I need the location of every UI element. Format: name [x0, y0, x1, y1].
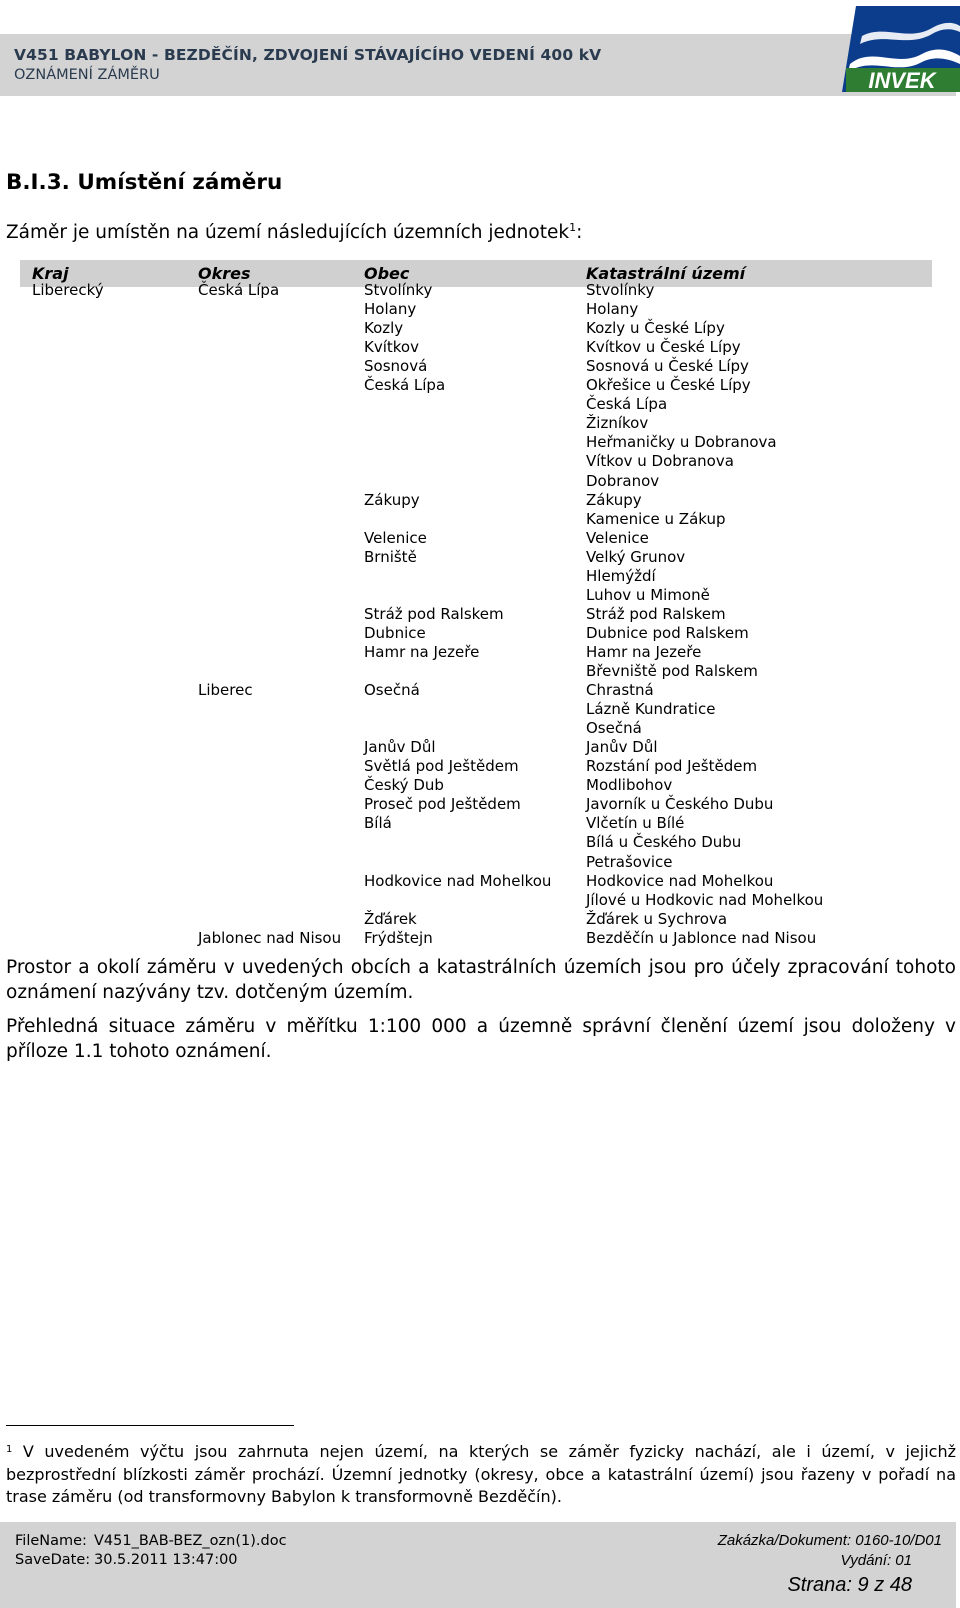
order-document-number: Zakázka/Dokument: 0160-10/D01	[717, 1532, 942, 1549]
column-header-okres: Okres	[198, 264, 251, 283]
table-cell-katastralni-uzemi: Modlibohov	[586, 776, 673, 795]
footnote-reference[interactable]: 1	[569, 221, 577, 234]
table-cell-katastralni-uzemi: Okřešice u České Lípy	[586, 376, 751, 395]
page-number: Strana: 9 z 48	[787, 1574, 912, 1596]
footnote-text: V uvedeném výčtu jsou zahrnuta nejen území, na kterých se záměr fyzicky nachází, ale i území, v jejichž bezprostřední blízkosti záměr prochází. Územní jednotky (okresy, obce a katastrální území) jsou řazeny v pořadí na trase záměru (od transformovny Babylon k transformovně Bezděčín).	[6, 1442, 956, 1506]
table-cell-obec: Velenice	[364, 528, 427, 547]
table-cell-obec: Kozly	[364, 319, 404, 338]
table-cell-katastralni-uzemi: Velenice	[586, 528, 649, 547]
table-cell-katastralni-uzemi: Osečná	[586, 719, 642, 738]
table-cell-katastralni-uzemi: Petrašovice	[586, 852, 673, 871]
table-cell-obec: Frýdštejn	[364, 928, 433, 947]
table-cell-katastralni-uzemi: Kozly u České Lípy	[586, 319, 725, 338]
table-cell-katastralni-uzemi: Heřmaničky u Dobranova	[586, 433, 777, 452]
filename-label: FileName:	[15, 1533, 87, 1549]
footnote-mark: 1	[6, 1444, 13, 1455]
table-cell-obec: Český Dub	[364, 776, 444, 795]
table-cell-katastralni-uzemi: Jílové u Hodkovic nad Mohelkou	[586, 890, 824, 909]
footnote-separator	[6, 1425, 294, 1426]
table-cell-katastralni-uzemi: Bílá u Českého Dubu	[586, 833, 742, 852]
table-cell-katastralni-uzemi: Žizníkov	[586, 414, 649, 433]
table-cell-okres: Česká Lípa	[198, 281, 280, 299]
table-cell-obec: Hodkovice nad Mohelkou	[364, 871, 552, 890]
table-cell-obec: Stráž pod Ralskem	[364, 604, 504, 623]
edition-number: Vydání: 01	[840, 1552, 912, 1569]
table-cell-katastralni-uzemi: Hodkovice nad Mohelkou	[586, 871, 774, 890]
table-cell-obec: Holany	[364, 300, 417, 319]
savedate-value: 30.5.2011 13:47:00	[94, 1552, 238, 1568]
table-cell-katastralni-uzemi: Kamenice u Zákup	[586, 509, 726, 528]
column-header-obec: Obec	[364, 264, 410, 283]
table-cell-katastralni-uzemi: Vítkov u Dobranova	[586, 452, 734, 471]
table-cell-katastralni-uzemi: Dubnice pod Ralskem	[586, 623, 749, 642]
filename-value: V451_BAB-BEZ_ozn(1).doc	[94, 1533, 287, 1549]
table-cell-katastralni-uzemi: Stvolínky	[586, 281, 655, 299]
savedate-label: SaveDate:	[15, 1552, 91, 1568]
table-cell-katastralni-uzemi: Břevniště pod Ralskem	[586, 662, 758, 680]
document-header	[0, 34, 956, 96]
table-cell-katastralni-uzemi: Chrastná	[586, 681, 654, 700]
document-title: V451 BABYLON - BEZDĚČÍN, ZDVOJENÍ STÁVAJÍCÍHO VEDENÍ 400 kV	[14, 46, 602, 64]
intro-suffix: :	[576, 222, 583, 243]
table-cell-obec: Zákupy	[364, 490, 420, 509]
table-cell-obec: Česká Lípa	[364, 376, 446, 395]
table-cell-katastralni-uzemi: Lázně Kundratice	[586, 700, 716, 719]
table-header	[20, 260, 932, 287]
table-cell-obec: Žďárek	[364, 909, 417, 928]
table-cell-katastralni-uzemi: Vlčetín u Bílé	[586, 814, 685, 833]
table-cell-obec: Brniště	[364, 547, 417, 566]
table-cell-katastralni-uzemi: Kvítkov u České Lípy	[586, 338, 741, 357]
table-cell-katastralni-uzemi: Stráž pod Ralskem	[586, 604, 726, 623]
table-cell-katastralni-uzemi: Rozstání pod Ještědem	[586, 757, 758, 776]
table-cell-katastralni-uzemi: Hamr na Jezeře	[586, 642, 702, 661]
table-cell-obec: Dubnice	[364, 623, 426, 642]
table-cell-katastralni-uzemi: Sosnová u České Lípy	[586, 357, 749, 376]
column-header-kraj: Kraj	[32, 264, 69, 283]
table-cell-katastralni-uzemi: Zákupy	[586, 490, 642, 509]
table-cell-katastralni-uzemi: Velký Grunov	[586, 547, 686, 566]
intro-sentence: Záměr je umístěn na území následujících územních jednotek	[6, 222, 570, 243]
table-cell-katastralni-uzemi: Holany	[586, 300, 639, 319]
section-heading: B.I.3. Umístění záměru	[6, 170, 283, 195]
document-subtitle: OZNÁMENÍ ZÁMĚRU	[14, 67, 160, 83]
paragraph-annex-reference: Přehledná situace záměru v měřítku 1:100 000 a územně správní členění území jsou doloženy v příloze 1.1 tohoto oznámení.	[6, 1016, 956, 1062]
table-cell-katastralni-uzemi: Hlemýždí	[586, 566, 656, 585]
footnote	[6, 1441, 956, 1509]
table-cell-obec: Osečná	[364, 681, 420, 700]
table-cell-obec: Sosnová	[364, 357, 428, 376]
table-cell-katastralni-uzemi: Javorník u Českého Dubu	[586, 795, 774, 814]
table-cell-kraj: Liberecký	[32, 281, 104, 299]
table-cell-okres: Liberec	[198, 681, 253, 700]
document-footer	[0, 1522, 956, 1608]
table-cell-obec: Proseč pod Ještědem	[364, 795, 521, 814]
intro-text	[6, 222, 582, 243]
table-cell-obec: Janův Důl	[364, 738, 436, 757]
table-cell-okres: Jablonec nad Nisou	[198, 928, 342, 947]
table-cell-obec: Kvítkov	[364, 338, 419, 357]
table-cell-katastralni-uzemi: Dobranov	[586, 471, 660, 490]
table-cell-obec: Bílá	[364, 814, 392, 833]
table-cell-katastralni-uzemi: Bezděčín u Jablonce nad Nisou	[586, 928, 817, 947]
table-cell-obec: Stvolínky	[364, 281, 433, 299]
table-cell-katastralni-uzemi: Žďárek u Sychrova	[586, 909, 728, 928]
paragraph-affected-area: Prostor a okolí záměru v uvedených obcích a katastrálních územích jsou pro účely zpracování tohoto oznámení nazývány tzv. dotčeným územím.	[6, 957, 956, 1003]
table-cell-katastralni-uzemi: Česká Lípa	[586, 395, 668, 414]
table-cell-obec: Hamr na Jezeře	[364, 642, 480, 661]
invek-logo	[842, 6, 960, 92]
table-cell-katastralni-uzemi: Luhov u Mimoně	[586, 585, 710, 604]
table-cell-obec: Světlá pod Ještědem	[364, 757, 519, 776]
column-header-katastralni-uzemi: Katastrální území	[586, 264, 746, 283]
logo-text: INVEK	[868, 68, 936, 92]
table-cell-katastralni-uzemi: Janův Důl	[586, 738, 658, 757]
